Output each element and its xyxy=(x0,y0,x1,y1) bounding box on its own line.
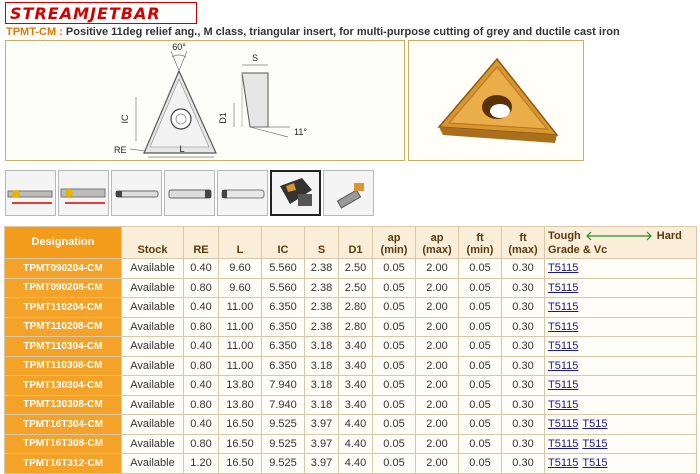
cell-re: 0.40 xyxy=(184,376,219,396)
cell-ic: 6.350 xyxy=(262,298,305,318)
cell-designation: TPMT110208-CM xyxy=(5,317,122,337)
cell-ap-min: 0.05 xyxy=(373,317,416,337)
thumb-boring-bar-2[interactable] xyxy=(58,170,109,216)
table-row xyxy=(5,434,697,454)
thumb-shank-2[interactable] xyxy=(164,170,215,216)
grade-link[interactable]: T5115 xyxy=(548,359,579,372)
cell-stock: Available xyxy=(122,337,184,357)
cell-re: 0.40 xyxy=(184,259,219,279)
table-row xyxy=(5,415,697,435)
cell-d1: 3.40 xyxy=(339,356,373,376)
table-body xyxy=(5,259,697,474)
cell-ic: 7.940 xyxy=(262,376,305,396)
cell-d1: 4.40 xyxy=(339,434,373,454)
cell-designation: TPMT110204-CM xyxy=(5,298,122,318)
cell-re: 0.40 xyxy=(184,298,219,318)
cell-ic: 5.560 xyxy=(262,278,305,298)
grade-link[interactable]: T5115 xyxy=(548,281,579,294)
cell-grade xyxy=(545,395,697,415)
double-arrow-icon xyxy=(584,231,654,241)
cell-grade xyxy=(545,434,697,454)
cell-designation: TPMT090208-CM xyxy=(5,278,122,298)
cell-ap-max: 2.00 xyxy=(416,356,459,376)
cell-ap-min: 0.05 xyxy=(373,356,416,376)
cell-ft-min: 0.05 xyxy=(459,376,502,396)
cell-stock: Available xyxy=(122,434,184,454)
ic-label: IC xyxy=(120,114,130,124)
insert-photo xyxy=(408,40,584,161)
cell-ft-max: 0.30 xyxy=(502,259,545,279)
cell-ft-max: 0.30 xyxy=(502,376,545,396)
cell-l: 16.50 xyxy=(219,434,262,454)
cell-ft-min: 0.05 xyxy=(459,356,502,376)
cell-ap-max: 2.00 xyxy=(416,278,459,298)
grade-title: Grade & Vc xyxy=(548,244,608,256)
cell-grade xyxy=(545,278,697,298)
cell-ft-min: 0.05 xyxy=(459,278,502,298)
cell-ap-max: 2.00 xyxy=(416,317,459,337)
shank-tool-icon xyxy=(112,171,162,216)
cell-grade xyxy=(545,415,697,435)
grade-link[interactable]: T515 xyxy=(582,457,608,470)
cell-l: 11.00 xyxy=(219,337,262,357)
cell-ft-min: 0.05 xyxy=(459,454,502,474)
cell-ft-max: 0.30 xyxy=(502,395,545,415)
brand-name: STREAMJETBAR xyxy=(10,3,161,23)
cell-s: 3.97 xyxy=(305,434,339,454)
cell-stock: Available xyxy=(122,395,184,415)
tool-thumbnails xyxy=(5,170,374,218)
cell-re: 0.80 xyxy=(184,395,219,415)
cell-s: 3.18 xyxy=(305,376,339,396)
table-row xyxy=(5,317,697,337)
cell-ic: 9.525 xyxy=(262,434,305,454)
cell-grade xyxy=(545,337,697,357)
cell-re: 0.80 xyxy=(184,317,219,337)
grade-link[interactable]: T5115 xyxy=(548,418,579,431)
cell-d1: 2.50 xyxy=(339,259,373,279)
cell-stock: Available xyxy=(122,454,184,474)
thumb-shank-1[interactable] xyxy=(111,170,162,216)
insert-photo-svg xyxy=(409,41,583,160)
col-d1: D1 xyxy=(339,227,373,259)
cell-stock: Available xyxy=(122,317,184,337)
cell-d1: 2.80 xyxy=(339,317,373,337)
col-l: L xyxy=(219,227,262,259)
cell-ap-min: 0.05 xyxy=(373,259,416,279)
cell-s: 2.38 xyxy=(305,298,339,318)
table-row xyxy=(5,259,697,279)
cell-ft-max: 0.30 xyxy=(502,356,545,376)
cell-ap-min: 0.05 xyxy=(373,415,416,435)
table-row xyxy=(5,356,697,376)
cell-ft-min: 0.05 xyxy=(459,298,502,318)
cell-designation: TPMT130304-CM xyxy=(5,376,122,396)
cell-grade xyxy=(545,356,697,376)
cell-l: 9.60 xyxy=(219,278,262,298)
cell-re: 0.40 xyxy=(184,415,219,435)
product-code: TPMT-CM : xyxy=(6,26,63,38)
cell-ap-max: 2.00 xyxy=(416,434,459,454)
cell-grade xyxy=(545,317,697,337)
cell-ap-max: 2.00 xyxy=(416,395,459,415)
thumb-cartridge[interactable] xyxy=(323,170,374,216)
table-row xyxy=(5,278,697,298)
cartridge-icon xyxy=(324,171,374,216)
col-ap-min: ap (min) xyxy=(373,227,416,259)
cell-d1: 3.40 xyxy=(339,395,373,415)
grade-link[interactable]: T5115 xyxy=(548,398,579,411)
cell-s: 3.18 xyxy=(305,356,339,376)
grade-link[interactable]: T5115 xyxy=(548,437,579,450)
table-row xyxy=(5,298,697,318)
cell-ap-min: 0.05 xyxy=(373,434,416,454)
cell-designation: TPMT130308-CM xyxy=(5,395,122,415)
side-view xyxy=(242,73,268,127)
cell-s: 3.97 xyxy=(305,415,339,435)
cell-grade xyxy=(545,298,697,318)
brand-logo xyxy=(5,2,197,24)
s-label: S xyxy=(251,53,259,63)
cell-ap-max: 2.00 xyxy=(416,376,459,396)
table-row xyxy=(5,337,697,357)
col-ic: IC xyxy=(262,227,305,259)
cell-d1: 4.40 xyxy=(339,454,373,474)
table-header-row xyxy=(5,227,697,259)
cell-designation: TPMT16T308-CM xyxy=(5,434,122,454)
relief-angle-label: 11° xyxy=(294,127,307,137)
cell-d1: 2.80 xyxy=(339,298,373,318)
cell-stock: Available xyxy=(122,376,184,396)
cell-ap-min: 0.05 xyxy=(373,376,416,396)
cell-ap-max: 2.00 xyxy=(416,337,459,357)
cell-stock: Available xyxy=(122,259,184,279)
boring-bar-icon xyxy=(6,171,56,216)
cell-l: 16.50 xyxy=(219,454,262,474)
cell-ft-min: 0.05 xyxy=(459,395,502,415)
turning-holder-icon xyxy=(272,172,319,214)
grade-link[interactable]: T5115 xyxy=(548,301,579,314)
cell-re: 0.80 xyxy=(184,434,219,454)
shank-tool-icon xyxy=(218,171,268,216)
cell-designation: TPMT16T304-CM xyxy=(5,415,122,435)
grade-link[interactable]: T5115 xyxy=(548,457,579,470)
cell-ap-max: 2.00 xyxy=(416,259,459,279)
angle-label: 60° xyxy=(172,42,186,52)
grade-link[interactable]: T5115 xyxy=(548,379,579,392)
cell-ic: 9.525 xyxy=(262,454,305,474)
thumb-shank-3[interactable] xyxy=(217,170,268,216)
cell-s: 2.38 xyxy=(305,259,339,279)
cell-ft-max: 0.30 xyxy=(502,337,545,357)
re-label: RE xyxy=(114,145,127,155)
grade-link[interactable]: T515 xyxy=(582,437,608,450)
cell-ic: 6.350 xyxy=(262,337,305,357)
grade-link[interactable]: T515 xyxy=(582,418,608,431)
cell-ft-max: 0.30 xyxy=(502,317,545,337)
tough-label: Tough xyxy=(548,230,581,242)
col-designation: Designation xyxy=(5,227,122,259)
product-table xyxy=(4,226,697,474)
cell-s: 3.18 xyxy=(305,337,339,357)
toughness-scale xyxy=(548,230,694,242)
cell-ft-min: 0.05 xyxy=(459,415,502,435)
cell-ic: 6.350 xyxy=(262,356,305,376)
cell-s: 2.38 xyxy=(305,317,339,337)
cell-ft-min: 0.05 xyxy=(459,434,502,454)
cell-d1: 4.40 xyxy=(339,415,373,435)
cell-re: 0.80 xyxy=(184,278,219,298)
cell-designation: TPMT110308-CM xyxy=(5,356,122,376)
cell-l: 16.50 xyxy=(219,415,262,435)
cell-ap-min: 0.05 xyxy=(373,337,416,357)
thumb-boring-bar-1[interactable] xyxy=(5,170,56,216)
cell-ft-max: 0.30 xyxy=(502,454,545,474)
technical-drawing xyxy=(5,40,405,161)
product-subtitle xyxy=(6,26,696,38)
cell-re: 0.40 xyxy=(184,337,219,357)
grade-link[interactable]: T5115 xyxy=(548,320,579,333)
l-label: L xyxy=(179,144,185,154)
cell-d1: 3.40 xyxy=(339,337,373,357)
cell-ap-min: 0.05 xyxy=(373,298,416,318)
cell-grade xyxy=(545,259,697,279)
cell-ft-min: 0.05 xyxy=(459,259,502,279)
col-stock: Stock xyxy=(122,227,184,259)
cell-d1: 3.40 xyxy=(339,376,373,396)
cell-designation: TPMT090204-CM xyxy=(5,259,122,279)
cell-designation: TPMT110304-CM xyxy=(5,337,122,357)
cell-re: 1.20 xyxy=(184,454,219,474)
cell-ft-max: 0.30 xyxy=(502,434,545,454)
product-description: Positive 11deg relief ang., M class, triangular insert, for multi-purpose cutting of grey and ductile cast iron xyxy=(65,26,620,38)
hard-label: Hard xyxy=(656,230,682,242)
cell-ic: 7.940 xyxy=(262,395,305,415)
cell-l: 13.80 xyxy=(219,376,262,396)
table-row xyxy=(5,376,697,396)
shank-tool-icon xyxy=(165,171,215,216)
cell-re: 0.80 xyxy=(184,356,219,376)
insert-drawing-svg xyxy=(6,41,404,160)
col-ft-min: ft (min) xyxy=(459,227,502,259)
table-row xyxy=(5,395,697,415)
cell-stock: Available xyxy=(122,278,184,298)
cell-ap-max: 2.00 xyxy=(416,298,459,318)
cell-l: 11.00 xyxy=(219,317,262,337)
cell-ap-min: 0.05 xyxy=(373,278,416,298)
cell-s: 3.97 xyxy=(305,454,339,474)
grade-link[interactable]: T5115 xyxy=(548,262,579,275)
cell-l: 13.80 xyxy=(219,395,262,415)
cell-ap-min: 0.05 xyxy=(373,454,416,474)
boring-bar-icon xyxy=(59,171,109,216)
cell-stock: Available xyxy=(122,298,184,318)
cell-d1: 2.50 xyxy=(339,278,373,298)
cell-grade xyxy=(545,376,697,396)
thumb-turning-holder[interactable] xyxy=(270,170,321,216)
cell-l: 11.00 xyxy=(219,356,262,376)
col-ap-max: ap (max) xyxy=(416,227,459,259)
cell-s: 3.18 xyxy=(305,395,339,415)
table-row xyxy=(5,454,697,474)
cell-stock: Available xyxy=(122,356,184,376)
cell-s: 2.38 xyxy=(305,278,339,298)
cell-ft-max: 0.30 xyxy=(502,298,545,318)
grade-link[interactable]: T5115 xyxy=(548,340,579,353)
col-s: S xyxy=(305,227,339,259)
col-ft-max: ft (max) xyxy=(502,227,545,259)
cell-ic: 9.525 xyxy=(262,415,305,435)
cell-ft-min: 0.05 xyxy=(459,337,502,357)
cell-ft-max: 0.30 xyxy=(502,415,545,435)
cell-ap-max: 2.00 xyxy=(416,415,459,435)
cell-designation: TPMT16T312-CM xyxy=(5,454,122,474)
col-re: RE xyxy=(184,227,219,259)
cell-ap-min: 0.05 xyxy=(373,395,416,415)
cell-grade xyxy=(545,454,697,474)
cell-l: 11.00 xyxy=(219,298,262,318)
d1-label: D1 xyxy=(218,112,228,124)
cell-ic: 6.350 xyxy=(262,317,305,337)
col-grade xyxy=(545,227,697,259)
cell-stock: Available xyxy=(122,415,184,435)
cell-ic: 5.560 xyxy=(262,259,305,279)
cell-ap-max: 2.00 xyxy=(416,454,459,474)
cell-ft-min: 0.05 xyxy=(459,317,502,337)
cell-ft-max: 0.30 xyxy=(502,278,545,298)
cell-l: 9.60 xyxy=(219,259,262,279)
